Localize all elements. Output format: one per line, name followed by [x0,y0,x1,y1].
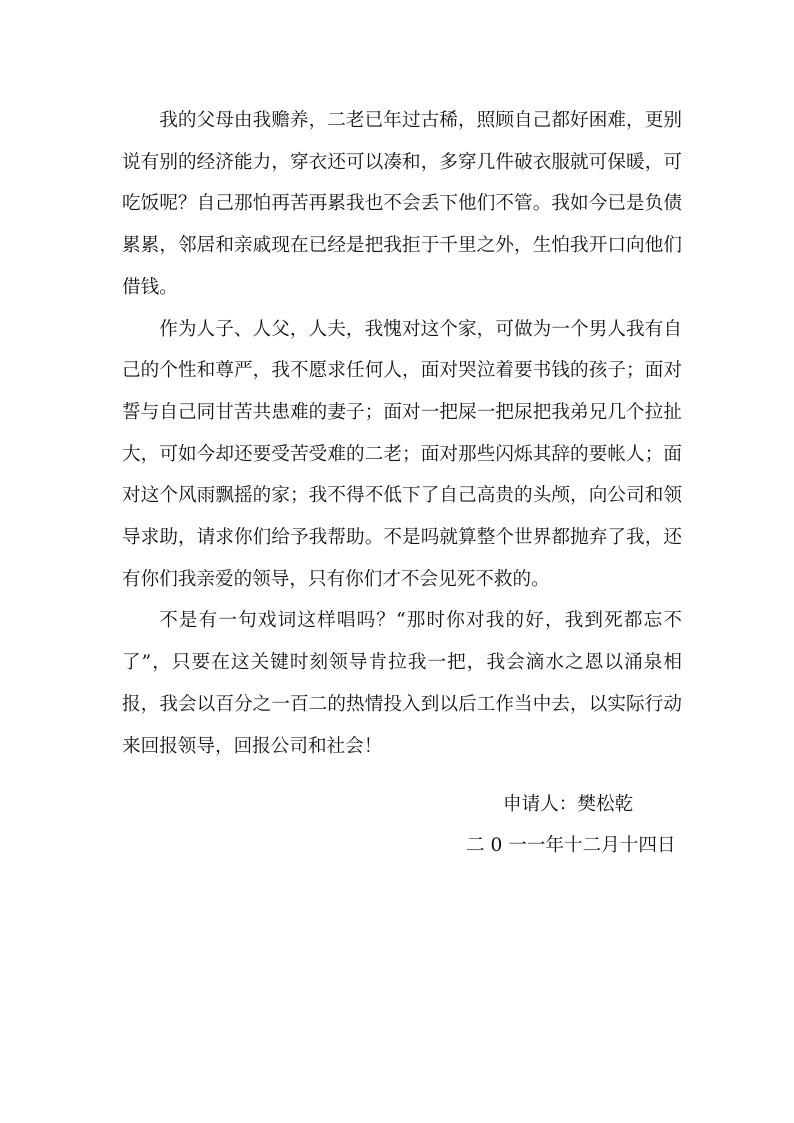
letter-body [122,100,682,767]
paragraph-1: 我的父母由我赡养，二老已年过古稀，照顾自己都好困难，更别说有别的经济能力，穿衣还可以凑和，多穿几件破衣服就可保暖，可吃饭呢？自己那怕再苦再累我也不会丢下他们不管。我如今已是负债累累，邻居和亲戚现在已经是把我拒于千里之外，生怕我开口向他们借钱。 [122,110,682,298]
signature-date: 二 0 一一年十二月十四日 [466,835,676,856]
applicant-signature: 申请人：樊松乾 [503,794,634,815]
paragraph-3: 不是有一句戏词这样唱吗？“那时你对我的好，我到死都忘不了”，只要在这关键时刻领导肯拉我一把，我会滴水之恩以涌泉相报，我会以百分之一百二的热情投入到以后工作当中去，以实际行动来回报领导，回报公司和社会！ [122,610,682,757]
paragraph-2: 作为人子、人父，人夫，我愧对这个家，可做为一个男人我有自己的个性和尊严，我不愿求任何人，面对哭泣着要书钱的孩子；面对誓与自己同甘苦共患难的妻子；面对一把屎一把尿把我弟兄几个拉扯大，可如今却还要受苦受难的二老；面对那些闪烁其辞的要帐人；面对这个风雨飘摇的家；我不得不低下了自己高贵的头颅，向公司和领导求助，请求你们给予我帮助。不是吗就算整个世界都抛弃了我，还有你们我亲爱的领导，只有你们才不会见死不救的。 [122,318,682,590]
